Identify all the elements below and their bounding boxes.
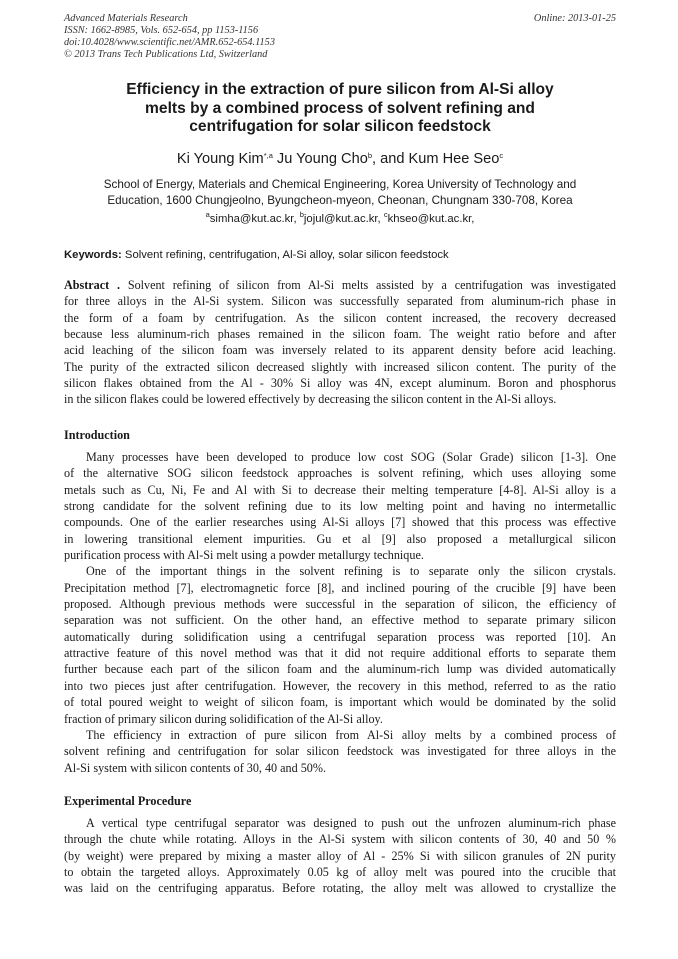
experimental-line: to obtain the targeted alloys. Approximately 0.05 kg of alloy melt was poured into the crucible that: [64, 865, 616, 880]
intro-line: solvent refining and centrifugation for solar silicon feedstock was investigated for three alloys in the: [64, 744, 616, 759]
experimental-line: A vertical type centrifugal separator was designed to push out the unfrozen aluminum-rich phase: [86, 816, 616, 830]
paper-title: [64, 81, 616, 137]
intro-line: attractive feature of this novel method was that it did not require additional efforts to separate them: [64, 646, 616, 661]
intro-line: compounds. One of the earlier researches using Al-Si alloys [7] showed that this process was effective: [64, 515, 616, 530]
doi-line: doi:10.4028/www.scientific.net/AMR.652-654.1153: [64, 37, 275, 48]
keywords-text: Solvent refining, centrifugation, Al-Si alloy, solar silicon feedstock: [121, 249, 449, 261]
email-link[interactable]: khseo@kut.ac.kr,: [387, 213, 475, 225]
keywords-label: Keywords:: [64, 249, 122, 261]
email-mark: c: [383, 210, 388, 219]
intro-line: fraction of primary silicon during solidification of the Al-Si alloy.: [64, 711, 383, 726]
author-affil-mark: b: [367, 151, 372, 160]
email-link[interactable]: simha@kut.ac.kr,: [209, 213, 300, 225]
intro-line: One of the important things in the solvent refining is to separate only the silicon crystals.: [86, 564, 616, 579]
abstract-text: Solvent refining of silicon from Al-Si melts assisted by a centrifugation was investigated: [120, 278, 617, 292]
title-line: Efficiency in the extraction of pure silicon from Al-Si alloy: [126, 81, 554, 98]
abstract-line: The purity of the extracted silicon decreased slightly with increased silicon content. The purity of the: [64, 359, 616, 374]
author-name: Ki Young Kim: [176, 151, 264, 167]
publication-header: [64, 13, 616, 61]
abstract-line: in the silicon flakes could be lowered effectively by decreasing the silicon content in the Al-Si alloys.: [64, 392, 557, 407]
affiliation-line: Education, 1600 Chungjeolno, Byungcheon-myeon, Cheonan, Chungnam 330-708, Korea: [107, 194, 573, 207]
journal-name: Advanced Materials Research: [64, 13, 188, 24]
abstract-line: silicon flakes obtained from the Al - 30% Si alloy was 4N, except aluminum. Boron and phosphorus: [64, 376, 616, 391]
affiliation: [64, 177, 616, 209]
intro-line: Precipitation method [7], electromagnetic force [8], and inclined pouring of the crucible [9] have been: [64, 580, 616, 595]
author-affil-mark: c: [499, 151, 504, 160]
author-list: [64, 150, 616, 168]
abstract: [64, 277, 616, 408]
experimental-line: (by weight) were prepared by mixing a master alloy of Al - 25% Si with silicon granules of 2N purity: [64, 848, 616, 863]
author-emails: [64, 212, 616, 226]
email-mark: b: [299, 210, 304, 219]
abstract-line: for three alloys in the Al-Si system. Silicon was successfully separated from aluminum-rich phase in: [64, 294, 616, 309]
abstract-line: because less aluminum-rich phases remained in the silicon foam. The weight ratio before and after: [64, 327, 616, 342]
affiliation-line: School of Energy, Materials and Chemical Engineering, Korea University of Technology and: [103, 178, 577, 191]
introduction-body: [64, 449, 616, 776]
intro-line: automatically during solidification using a centrifugal separation process was reported [10]. An: [64, 629, 616, 644]
keywords: [64, 248, 616, 262]
author-name: , and Kum Hee Seo: [372, 151, 500, 167]
abstract-line: the form of a foam by centrifugation. As the silicon content increased, the recovery decreased: [64, 310, 616, 325]
email-mark: a: [205, 210, 210, 219]
experimental-line: was laid on the centrifuging apparatus. Before rotating, the alloy melt was allowed to crystallize the: [64, 881, 616, 896]
intro-line: separation was not sufficient. On the other hand, an effective method to separate primary silicon: [64, 613, 616, 628]
introduction-heading: Introduction: [64, 428, 130, 442]
author-name: Ju Young Cho: [272, 151, 368, 167]
email-link[interactable]: jojul@kut.ac.kr,: [303, 213, 384, 225]
intro-line: of total poured weight to weight of silicon foam, is important which would be dominated by the solid: [64, 695, 616, 710]
online-date: Online: 2013-01-25: [533, 13, 616, 24]
intro-line: further because each part of the silicon foam and the aluminum-rich lump was divided automatically: [64, 662, 616, 677]
intro-line: Al-Si system with silicon contents of 30, 40 and 50%.: [64, 760, 327, 775]
intro-line: strong candidate for the solvent refining due to its low melting point and having no intermetallic: [64, 499, 616, 514]
intro-line: The efficiency in extraction of pure silicon from Al-Si alloy melts by a combined process of: [86, 727, 616, 742]
abstract-label: Abstract .: [64, 278, 121, 292]
copyright-line: © 2013 Trans Tech Publications Ltd, Switzerland: [64, 49, 268, 60]
intro-line: Many processes have been developed to produce low cost SOG (Solar Grade) silicon [1-3]. One: [86, 450, 616, 464]
abstract-line: acid leaching of the silicon foam was inversely related to its apparent density before acid leaching.: [64, 343, 616, 358]
experimental-body: [64, 815, 616, 897]
author-affil-mark: *,a: [263, 151, 273, 160]
intro-line: of the alternative SOG silicon feedstock approaches is solvent refining, which uses alloying some: [64, 466, 616, 481]
experimental-heading: Experimental Procedure: [64, 794, 192, 808]
intro-line: in lowering transitional element impurities. Gu et al [9] also proposed a metallurgical silicon: [64, 531, 616, 546]
abstract-line: [64, 277, 616, 293]
intro-line: proposed. Although previous methods were successful in the separation of silicon, the efficiency of: [64, 597, 616, 612]
intro-line: purification process with Al-Si melt using a powder metallurgy technique.: [64, 548, 424, 563]
issn-line: ISSN: 1662-8985, Vols. 652-654, pp 1153-1156: [64, 25, 259, 36]
title-line: melts by a combined process of solvent refining and: [145, 99, 535, 117]
title-line: centrifugation for solar silicon feedstock: [189, 118, 491, 136]
intro-line: into two pieces just after centrifugation. However, the recovery in this method, referred to as the ratio: [64, 678, 616, 693]
experimental-line: through the chute while rotating. Alloys in the Al-Si system with silicon contents of 30, 40 and 50 %: [64, 832, 616, 847]
intro-line: metals such as Cu, Ni, Fe and Al with Si to decrease their melting temperature [4-8]. Al-Si alloy is a: [64, 482, 616, 497]
